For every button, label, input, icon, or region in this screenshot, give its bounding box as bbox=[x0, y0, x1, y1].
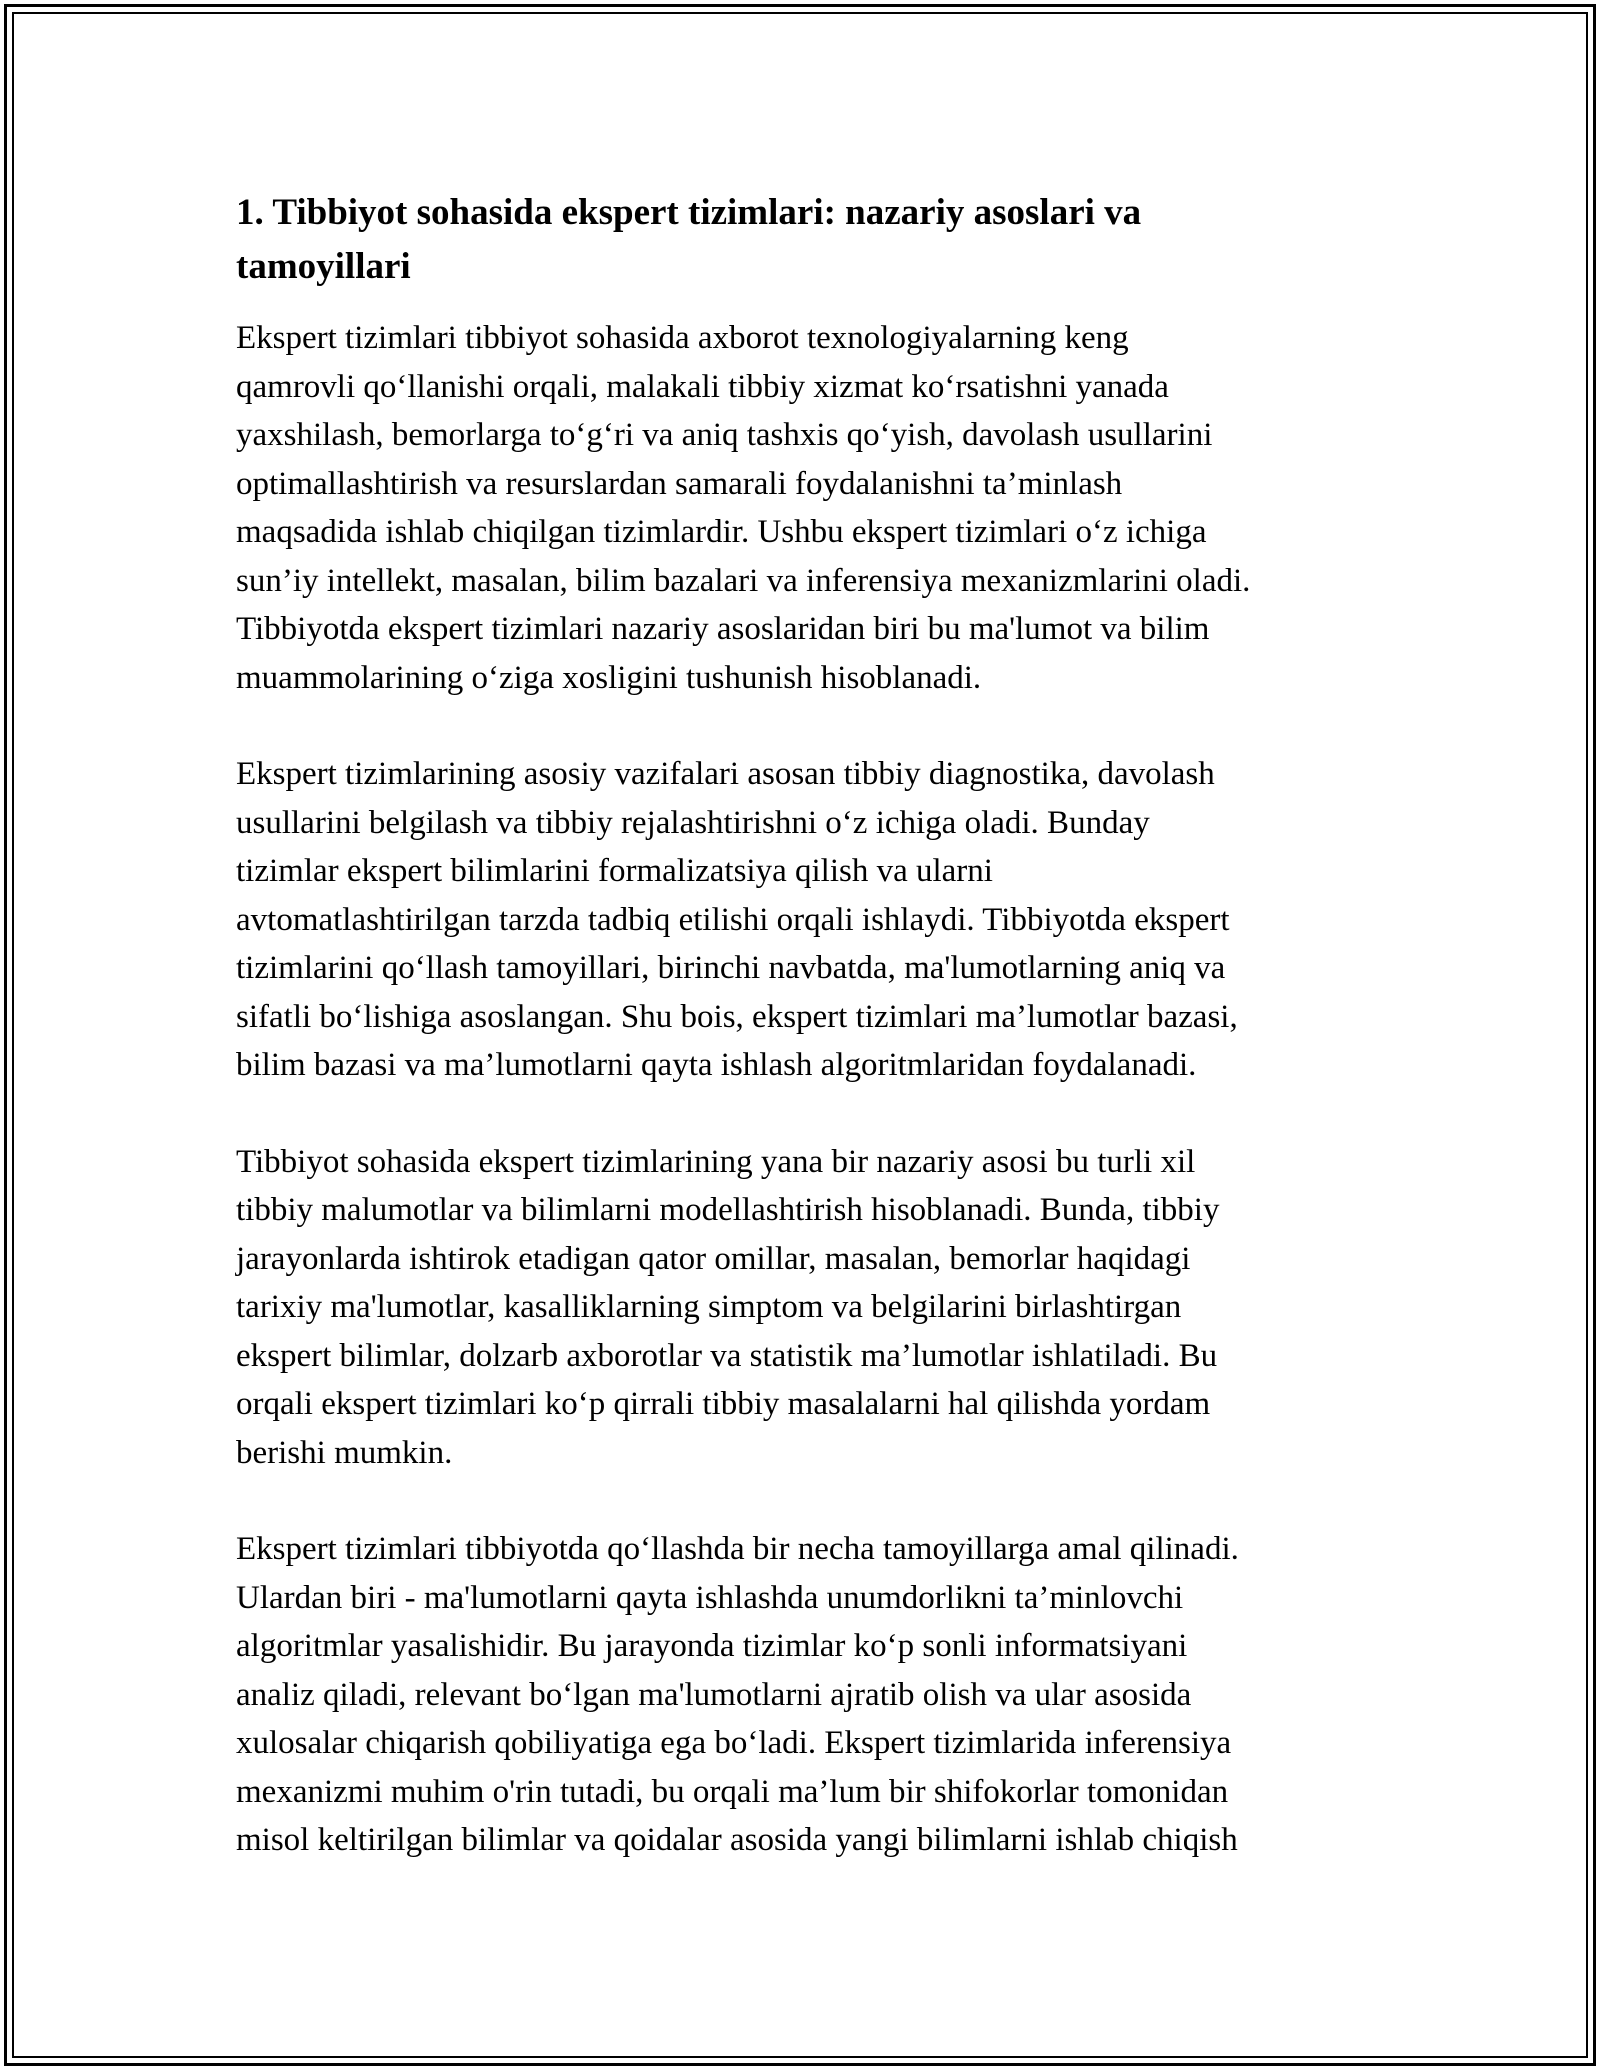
document-body bbox=[236, 186, 1386, 1913]
paragraph-3: Tibbiyot sohasida ekspert tizimlarining yana bir nazariy asosi bu turli xil tibbiy malumotlar va bilimlarni modellashtirish hisoblanadi. Bunda, tibbiy jarayonlarda ishtirok etadigan qator omillar, masalan, bemorlar haqidagi tarixiy ma'lumotlar, kasalliklarning simptom va belgilarini birlashtirgan ekspert bilimlar, dolzarb axborotlar va statistik ma’lumotlar ishlatiladi. Bu orqali ekspert tizimlari ko‘p qirrali tibbiy masalalarni hal qilishda yordam berishi mumkin. bbox=[236, 1143, 1220, 1471]
section-heading: 1. Tibbiyot sohasida ekspert tizimlari: nazariy asoslari va tamoyillari bbox=[236, 192, 1142, 287]
paragraph-2: Ekspert tizimlarining asosiy vazifalari asosan tibbiy diagnostika, davolash usullarini belgilash va tibbiy rejalashtirishni o‘z ichiga oladi. Bunday tizimlar ekspert bilimlarini formalizatsiya qilish va ularni avtomatlashtirilgan tarzda tadbiq etilishi orqali ishlaydi. Tibbiyotda ekspert tizimlarini qo‘llash tamoyillari, birinchi navbatda, ma'lumotlarning aniq va sifatli bo‘lishiga asoslangan. Shu bois, ekspert tizimlari ma’lumotlar bazasi, bilim bazasi va ma’lumotlarni qayta ishlash algoritmlaridan foydalanadi. bbox=[236, 756, 1238, 1083]
paragraph-1: Ekspert tizimlari tibbiyot sohasida axborot texnologiyalarning keng qamrovli qo‘llanishi orqali, malakali tibbiy xizmat ko‘rsatishni yanada yaxshilash, bemorlarga to‘g‘ri va aniq tashxis qo‘yish, davolash usullarini optimallashtirish va resurslardan samarali foydalanishni ta’minlash maqsadida ishlab chiqilgan tizimlardir. Ushbu ekspert tizimlari o‘z ichiga sun’iy intellekt, masalan, bilim bazalari va inferensiya mexanizmlarini oladi. Tibbiyotda ekspert tizimlari nazariy asoslaridan biri bu ma'lumot va bilim muammolarining o‘ziga xosligini tushunish hisoblanadi. bbox=[236, 320, 1251, 696]
paragraph-4: Ekspert tizimlari tibbiyotda qo‘llashda bir necha tamoyillarga amal qilinadi. Ulardan biri - ma'lumotlarni qayta ishlashda unumdorlikni ta’minlovchi algoritmlar yasalishidir. Bu jarayonda tizimlar ko‘p sonli informatsiyani analiz qiladi, relevant bo‘lgan ma'lumotlarni ajratib olish va ular asosida xulosalar chiqarish qobiliyatiga ega bo‘ladi. Ekspert tizimlarida inferensiya mexanizmi muhim o'rin tutadi, bu orqali ma’lum bir shifokorlar tomonidan misol keltirilgan bilimlar va qoidalar asosida yangi bilimlarni ishlab chiqish bbox=[236, 1531, 1239, 1858]
